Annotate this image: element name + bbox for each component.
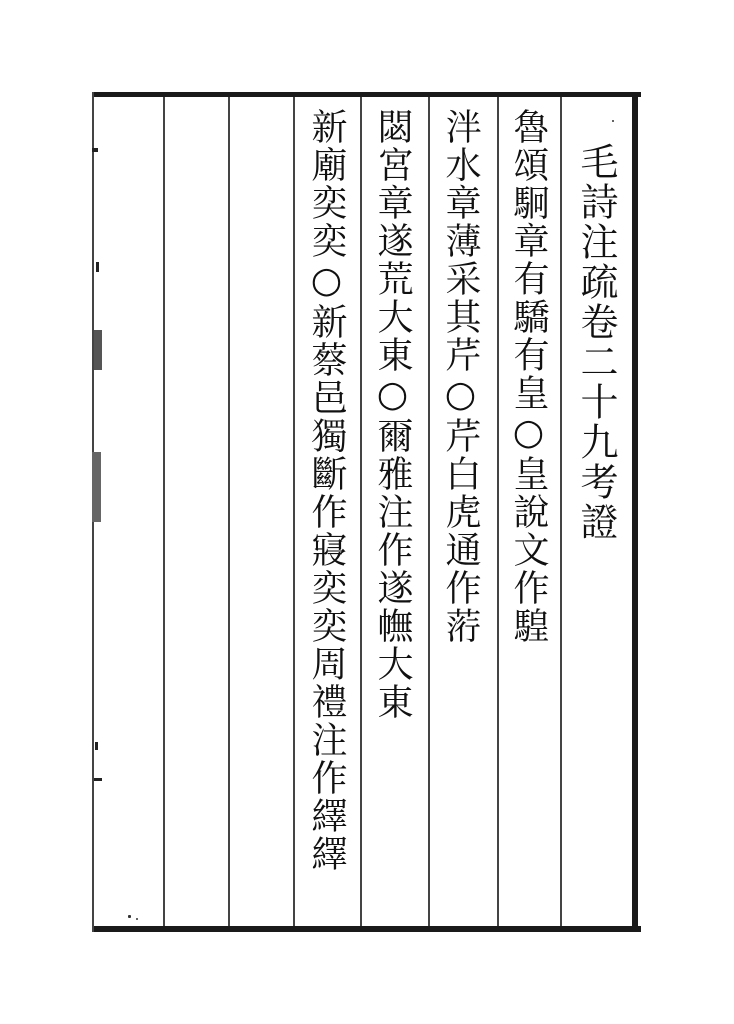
column-divider — [228, 97, 230, 926]
column-divider — [293, 97, 295, 926]
text-column: 泮水章薄采其芹○芹白虎通作䓷 — [440, 108, 481, 645]
scan-speck — [612, 120, 614, 122]
margin-mark — [94, 330, 102, 370]
text-column: 魯頌駉章有驕有皇○皇說文作騜 — [508, 108, 549, 645]
frame-bottom-border — [92, 926, 641, 932]
margin-mark — [92, 148, 98, 152]
volume-title: 毛詩注疏卷二十九考證 — [574, 142, 618, 542]
column-divider — [560, 97, 562, 926]
margin-mark — [94, 778, 102, 781]
margin-mark — [92, 452, 101, 522]
scan-speck — [136, 918, 138, 920]
text-column: 閟宮章遂荒大東○爾雅注作遂幠大東 — [372, 108, 413, 721]
text-column: 新廟奕奕○新蔡邑獨斷作寢奕奕周禮注作繹繹 — [306, 108, 347, 873]
column-divider — [163, 97, 165, 926]
frame-top-border — [92, 92, 641, 97]
frame-right-border — [632, 92, 638, 932]
margin-mark — [95, 742, 98, 750]
margin-mark — [96, 262, 99, 272]
scan-speck — [128, 915, 131, 918]
column-divider — [428, 97, 430, 926]
column-divider — [360, 97, 362, 926]
column-divider — [497, 97, 499, 926]
